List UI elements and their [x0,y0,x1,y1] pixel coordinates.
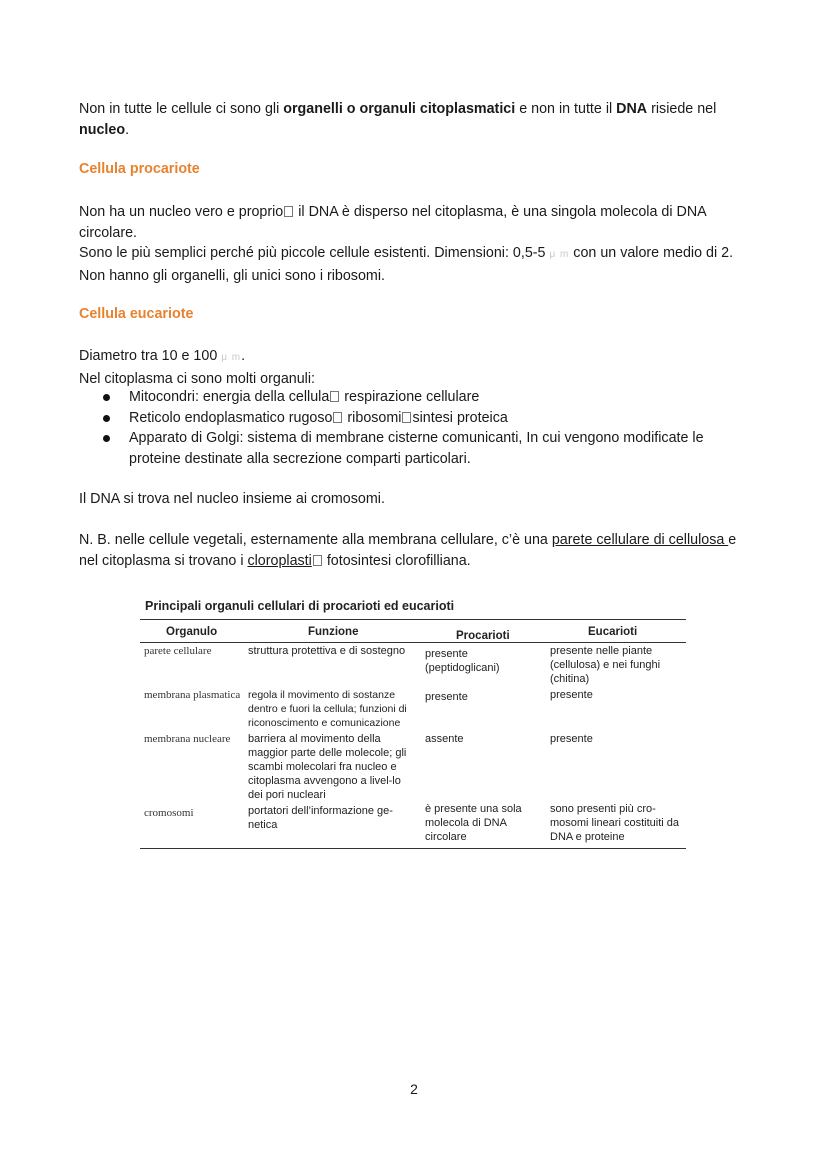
header-funzione: Funzione [308,626,359,638]
header-eucarioti: Eucarioti [588,626,638,638]
header-procarioti: Procarioti [456,630,510,642]
table-cell: cromosomi [144,807,194,819]
table-cell: parete cellulare [144,645,212,657]
page-number: 2 [410,1081,418,1097]
list-item: Reticolo endoplasmatico rugoso ribosomi sintesi proteica [79,408,751,429]
intro-paragraph: Non in tutte le cellule ci sono gli organelli o organuli citoplasmatici e non in tutte il DNA risiede nel nucleo. [79,101,717,138]
table-cell: sono presenti più cro-mosomi lineari costituiti da DNA e proteine [550,803,679,843]
heading-procariote: Cellula procariote [79,161,200,177]
eucariote-paragraph: Diametro tra 10 e 100 μ m. Nel citoplasma ci sono molti organuli: [79,348,316,387]
table-cell: è presente una sola molecola di DNA circolare [425,803,522,843]
table-cell: presente nelle piante (cellulosa) e nei funghi (chitina) [550,645,661,685]
procariote-paragraph: Non ha un nucleo vero e proprio il DNA è disperso nel citoplasma, è una singola molecola di DNA circolare. Sono le più semplici perché più piccole cellule esistenti. Dimensioni: 0,5-5 μ m con un valore medio di 2. Non hanno gli organelli, gli unici sono i ribosomi. [79,204,734,284]
table-cell: barriera al movimento della maggior parte delle molecole; gli scambi molecolari fra nucleo e citoplasma avvengono a livel-lo dei pori nucleari [248,733,407,801]
unit-micrometer: μ m [221,352,242,363]
heading-eucariote: Cellula eucariote [79,306,194,322]
unit-micrometer: μ m [549,249,570,260]
missing-glyph-icon [402,412,411,423]
table-cell: membrana plasmatica [144,689,241,701]
organelles-list [79,387,751,469]
missing-glyph-icon [313,555,322,566]
header-organulo: Organulo [166,626,218,638]
list-item: Mitocondri: energia della cellula respirazione cellulare [79,387,751,408]
table-title: Principali organuli cellulari di procarioti ed eucarioti [145,599,455,613]
missing-glyph-icon [333,412,342,423]
bullet-icon [103,394,110,401]
missing-glyph-icon [284,206,293,217]
table-cell: regola il movimento di sostanze dentro e fuori la cellula; funzioni di riconoscimento e comunicazione [248,689,407,729]
table-cell: presente [550,689,593,701]
list-item: Apparato di Golgi: sistema di membrane cisterne comunicanti, In cui vengono modificate le proteine destinate alla secrezione comparti particolari. [79,428,751,469]
dna-paragraph: Il DNA si trova nel nucleo insieme ai cromosomi. [79,491,385,507]
table-cell: presente (peptidoglicani) [425,648,500,674]
nb-paragraph: N. B. nelle cellule vegetali, esternamente alla membrana cellulare, c’è una parete cellulare di cellulosa e nel citoplasma si trovano i cloroplasti fotosintesi clorofilliana. [79,532,737,569]
table-cell: assente [425,733,464,745]
bullet-icon [103,435,110,442]
table-cell: presente [425,691,468,703]
organelles-table [140,593,688,855]
missing-glyph-icon [330,391,339,402]
table-cell: membrana nucleare [144,733,231,745]
table-cell: portatori dell’informazione ge-netica [248,805,393,831]
table-cell: struttura protettiva e di sostegno [248,645,406,657]
table-cell: presente [550,733,593,745]
bullet-icon [103,415,110,422]
